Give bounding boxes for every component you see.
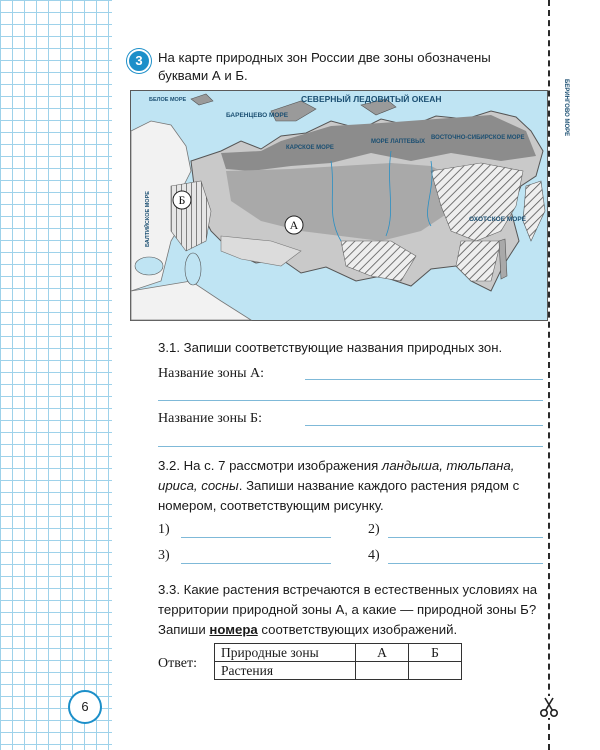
answer-cell-a[interactable] <box>356 662 409 680</box>
q32-plants: ландыша, тюльпана, ириса, сосны <box>158 458 515 493</box>
zone-a-marker: А <box>289 218 299 232</box>
plant-blank-4-label: 4) <box>368 548 380 563</box>
q32-prefix: 3.2. На с. 7 рассмотри изображения <box>158 458 382 473</box>
label-east-siberian-sea: ВОСТОЧНО-СИБИРСКОЕ МОРЕ <box>431 135 525 141</box>
question-3-3 <box>158 580 544 640</box>
plant-blank-1-label: 1) <box>158 522 170 537</box>
plant-blank-2[interactable] <box>388 537 543 538</box>
plant-blank-1[interactable] <box>181 537 331 538</box>
label-bering-sea: БЕРИНГОВО МОРЕ <box>563 79 569 137</box>
zone-b-name-label: Название зоны Б: <box>158 411 262 426</box>
answer-table <box>214 643 462 680</box>
q33-text-before: 3.3. Какие растения встречаются в естественных условиях на территории природной зоны А, а какие — природной зоны Б? Запиши <box>158 582 538 637</box>
label-kara-sea: КАРСКОЕ МОРЕ <box>286 145 334 151</box>
label-white-sea: БЕЛОЕ МОРЕ <box>149 97 187 103</box>
right-margin <box>550 0 600 750</box>
zone-b-answer-line-2[interactable] <box>158 446 543 447</box>
question-3-2 <box>158 456 544 516</box>
answer-cell-b[interactable] <box>409 662 462 680</box>
label-barents-sea: БАРЕНЦЕВО МОРЕ <box>226 112 289 119</box>
answer-table-header <box>215 644 462 662</box>
plant-blank-2-label: 2) <box>368 522 380 537</box>
grid-margin <box>0 0 113 750</box>
answer-table-row <box>215 662 462 680</box>
task-prompt: На карте природных зон России две зоны обозначены буквами А и Б. <box>158 50 491 83</box>
header-zones: Природные зоны <box>215 644 356 662</box>
row-plants-label: Растения <box>215 662 356 680</box>
label-laptev-sea: МОРЕ ЛАПТЕВЫХ <box>371 139 425 145</box>
task-number-badge: 3 <box>127 49 151 73</box>
q32-suffix: . Запиши название каждого растения рядом с номером, соответствующим рисунку. <box>158 478 520 513</box>
zone-b-marker: Б <box>178 193 186 207</box>
zone-b-answer-line[interactable] <box>305 425 543 426</box>
header-zone-b: Б <box>409 644 462 662</box>
scissors-icon <box>538 696 560 718</box>
plant-blank-3[interactable] <box>181 563 331 564</box>
label-okhotsk-sea: ОХОТСКОЕ МОРЕ <box>469 216 527 223</box>
zone-a-answer-line-2[interactable] <box>158 400 543 401</box>
plant-blank-3-label: 3) <box>158 548 170 563</box>
zone-a-answer-line[interactable] <box>305 379 543 380</box>
plant-blank-4[interactable] <box>388 563 543 564</box>
question-3-1: 3.1. Запиши соответствующие названия природных зон. <box>158 340 503 355</box>
map-graphic <box>131 79 569 320</box>
header-zone-a: А <box>356 644 409 662</box>
answer-label: Ответ: <box>158 656 197 671</box>
nature-zones-map <box>130 79 569 321</box>
label-baltic-sea: БАЛТИЙСКОЕ МОРЕ <box>145 191 151 247</box>
q33-emphasis: номера <box>209 622 258 637</box>
zone-a-name-label: Название зоны А: <box>158 366 265 381</box>
label-arctic-ocean: СЕВЕРНЫЙ ЛЕДОВИТЫЙ ОКЕАН <box>301 94 442 104</box>
q33-text-after: соответствующих изображений. <box>257 622 458 637</box>
page-number: 6 <box>68 690 102 724</box>
